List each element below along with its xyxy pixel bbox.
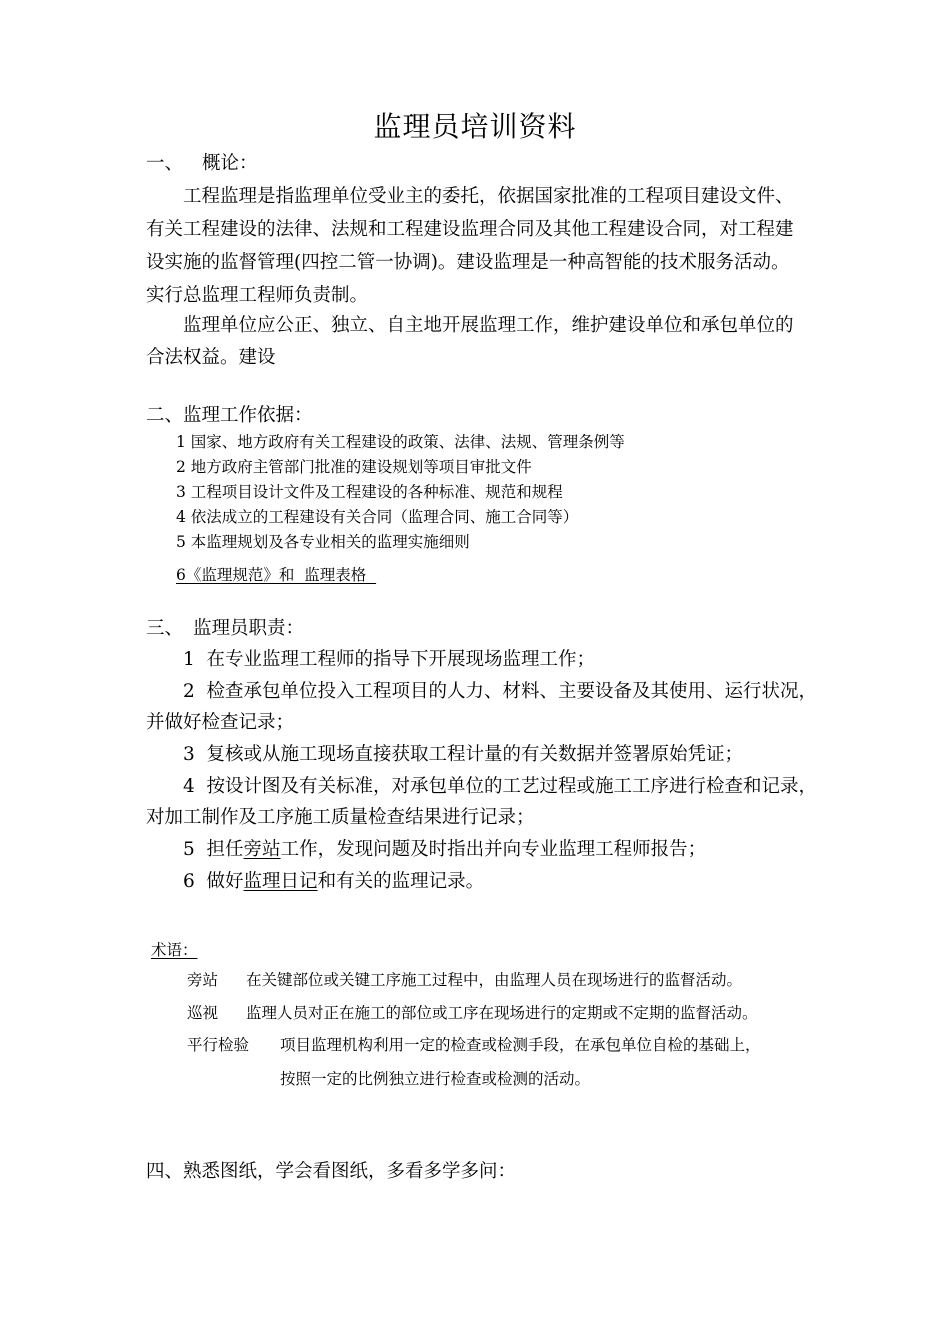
term-definition-3-cont: 按照一定的比例独立进行检查或检测的活动。 <box>280 1070 591 1088</box>
section3-heading-text: 监理员职责： <box>193 618 305 639</box>
section1-para1-line3: 设实施的监督管理(四控二管一协调)。建设监理是一种高智能的技术服务活动。 <box>146 252 790 273</box>
section2-item-2: 2 地方政府主管部门批准的建设规划等项目审批文件 <box>176 458 532 476</box>
term-definition-2: 监理人员对正在施工的部位或工序在现场进行的定期或不定期的监督活动。 <box>246 1004 758 1022</box>
section3-line-4-cont: 对加工制作及工序施工质量检查结果进行记录； <box>146 807 535 828</box>
term-definition-1: 在关键部位或关键工序施工过程中，由监理人员在现场进行的监督活动。 <box>246 971 743 989</box>
section1-para2-line2: 合法权益。建设 <box>146 347 276 368</box>
section1-para1-line1: 工程监理是指监理单位受业主的委托，依据国家批准的工程项目建设文件、 <box>183 186 794 207</box>
section3-line-3: 3 复核或从施工现场直接获取工程计量的有关数据并签署原始凭证； <box>183 744 744 765</box>
terms-heading: 术语： <box>151 941 198 959</box>
section3-line-5-pre: 5 担任 <box>183 839 244 860</box>
section1-heading-num: 一、 <box>146 153 184 174</box>
term-label-1: 旁站 <box>187 971 219 989</box>
term-label-3: 平行检验 <box>187 1036 250 1054</box>
section3-line-2: 2 检查承包单位投入工程项目的人力、材料、主要设备及其使用、运行状况， <box>183 681 818 702</box>
section3-line-5-underlined: 旁站 <box>243 839 281 860</box>
section2-item-5: 5 本监理规划及各专业相关的监理实施细则 <box>176 533 470 551</box>
section2-item-4: 4 依法成立的工程建设有关合同（监理合同、施工合同等） <box>176 508 579 526</box>
term-label-2: 巡视 <box>187 1004 219 1022</box>
section2-item-6: 6《监理规范》和 监理表格 <box>176 566 377 584</box>
section3-line-6 <box>183 870 484 894</box>
section3-heading-num: 三、 <box>146 618 184 639</box>
section3-line-1: 1 在专业监理工程师的指导下开展现场监理工作； <box>183 649 596 670</box>
section2-item-3: 3 工程项目设计文件及工程建设的各种标准、规范和规程 <box>176 483 563 501</box>
section3-line-4: 4 按设计图及有关标准，对承包单位的工艺过程或施工工序进行检查和记录， <box>183 776 818 797</box>
section3-line-6-underlined: 监理日记 <box>243 871 318 892</box>
section3-line-5 <box>183 838 706 862</box>
term-definition-3: 项目监理机构利用一定的检查或检测手段，在承包单位自检的基础上， <box>280 1036 761 1054</box>
section1-heading <box>146 152 258 176</box>
section3-line-5-post: 工作，发现问题及时指出并向专业监理工程师报告； <box>280 839 707 860</box>
page-title: 监理员培训资料 <box>373 110 577 143</box>
section1-para1-line2: 有关工程建设的法律、法规和工程建设监理合同及其他工程建设合同，对工程建 <box>146 219 794 240</box>
section2-item-1: 1 国家、地方政府有关工程建设的政策、法律、法规、管理条例等 <box>176 433 625 451</box>
section4-heading: 四、熟悉图纸，学会看图纸，多看多学多问： <box>146 1161 517 1182</box>
section1-para2-line1: 监理单位应公正、独立、自主地开展监理工作，维护建设单位和承包单位的 <box>183 315 794 336</box>
section3-line-2-cont: 并做好检查记录； <box>146 712 295 733</box>
section1-heading-text: 概论： <box>202 153 258 174</box>
section3-line-6-pre: 6 做好 <box>183 871 244 892</box>
section3-line-6-post: 和有关的监理记录。 <box>317 871 485 892</box>
section3-heading <box>146 617 304 641</box>
section1-para1-line4: 实行总监理工程师负责制。 <box>146 285 369 306</box>
section2-heading: 二、监理工作依据： <box>146 405 313 426</box>
